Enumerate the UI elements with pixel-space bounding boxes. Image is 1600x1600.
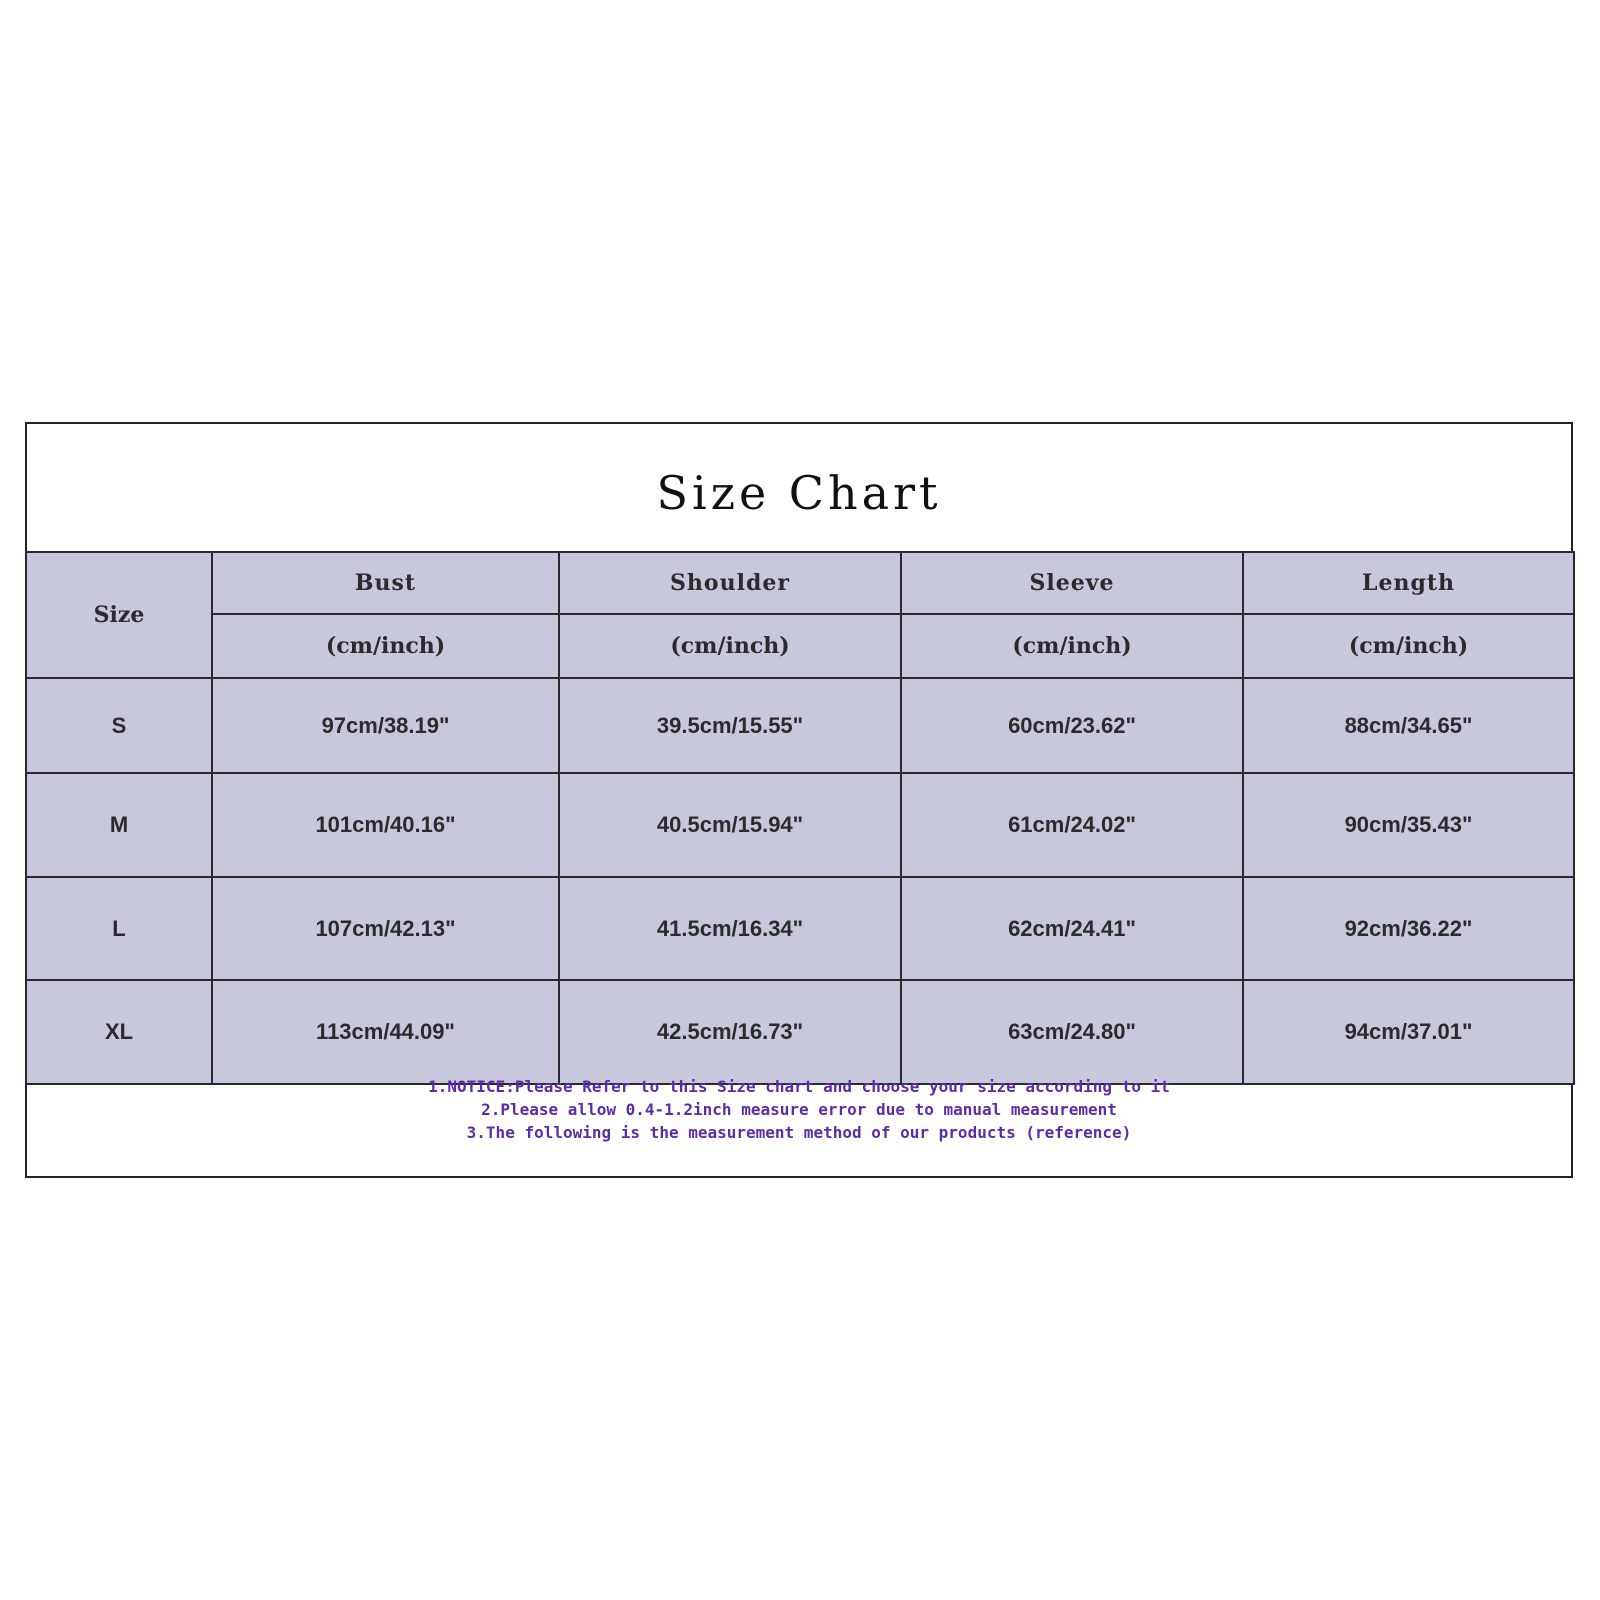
header-row (26, 552, 1574, 614)
note-line: 1.NOTICE:Please Refer to this Size chart and choose your size according to it (428, 1077, 1170, 1096)
shoulder-cell: 42.5cm/16.73" (559, 980, 901, 1084)
sleeve-cell: 62cm/24.41" (901, 877, 1243, 980)
shoulder-cell: 41.5cm/16.34" (559, 877, 901, 980)
header-shoulder: Shoulder (559, 552, 901, 614)
bust-cell: 101cm/40.16" (212, 773, 559, 877)
notes (27, 1075, 1571, 1144)
length-cell: 92cm/36.22" (1243, 877, 1574, 980)
unit-row (26, 614, 1574, 678)
length-cell: 90cm/35.43" (1243, 773, 1574, 877)
shoulder-cell: 39.5cm/15.55" (559, 678, 901, 773)
unit-bust: (cm/inch) (212, 614, 559, 678)
title-area (27, 424, 1571, 552)
table-row (26, 980, 1574, 1084)
size-table (25, 551, 1575, 1085)
table-row (26, 773, 1574, 877)
note-line: 2.Please allow 0.4-1.2inch measure error due to manual measurement (481, 1100, 1117, 1119)
unit-shoulder: (cm/inch) (559, 614, 901, 678)
table-row (26, 678, 1574, 773)
sleeve-cell: 63cm/24.80" (901, 980, 1243, 1084)
unit-sleeve: (cm/inch) (901, 614, 1243, 678)
sleeve-cell: 60cm/23.62" (901, 678, 1243, 773)
note-line: 3.The following is the measurement method of our products (reference) (466, 1123, 1132, 1142)
unit-length: (cm/inch) (1243, 614, 1574, 678)
bust-cell: 107cm/42.13" (212, 877, 559, 980)
size-cell: S (26, 678, 212, 773)
table-row (26, 877, 1574, 980)
bust-cell: 113cm/44.09" (212, 980, 559, 1084)
size-cell: L (26, 877, 212, 980)
header-bust: Bust (212, 552, 559, 614)
sleeve-cell: 61cm/24.02" (901, 773, 1243, 877)
length-cell: 94cm/37.01" (1243, 980, 1574, 1084)
header-size: Size (26, 552, 212, 678)
bust-cell: 97cm/38.19" (212, 678, 559, 773)
header-length: Length (1243, 552, 1574, 614)
length-cell: 88cm/34.65" (1243, 678, 1574, 773)
shoulder-cell: 40.5cm/15.94" (559, 773, 901, 877)
header-sleeve: Sleeve (901, 552, 1243, 614)
size-cell: XL (26, 980, 212, 1084)
size-cell: M (26, 773, 212, 877)
chart-title: Size Chart (656, 466, 942, 520)
size-chart (25, 422, 1573, 1178)
